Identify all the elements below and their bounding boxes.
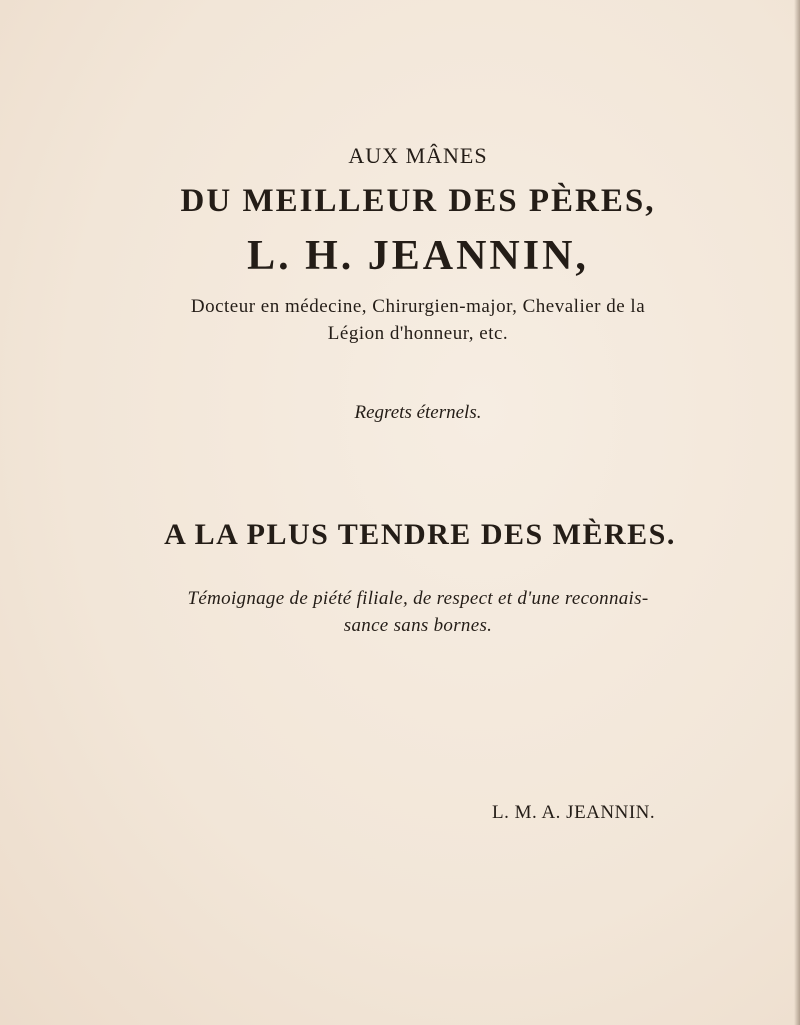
dedication-line-aux-manes: AUX MÂNES — [348, 143, 488, 168]
dedication-titles-line2: Légion d'honneur, etc. — [327, 323, 509, 344]
dedication-line-mother: A LA PLUS TENDRE DES MÈRES. — [164, 518, 676, 551]
dedication-titles-line1: Docteur en médecine, Chirurgien-major, Chevalier de la — [190, 296, 646, 317]
show-through-texture — [0, 80, 800, 127]
dedication-tribute-line2: sance sans bornes. — [343, 615, 493, 636]
dedication-line-meilleur-peres: DU MEILLEUR DES PÈRES, — [180, 183, 656, 219]
signature: L. M. A. JEANNIN. — [492, 802, 656, 823]
dedication-name-father: L. H. JEANNIN, — [247, 233, 589, 279]
dedication-tribute-line1: Témoignage de piété filiale, de respect et d'une reconnais- — [187, 588, 649, 609]
dedication-regrets: Regrets éternels. — [354, 402, 482, 423]
page-edge-shadow — [794, 0, 800, 1025]
